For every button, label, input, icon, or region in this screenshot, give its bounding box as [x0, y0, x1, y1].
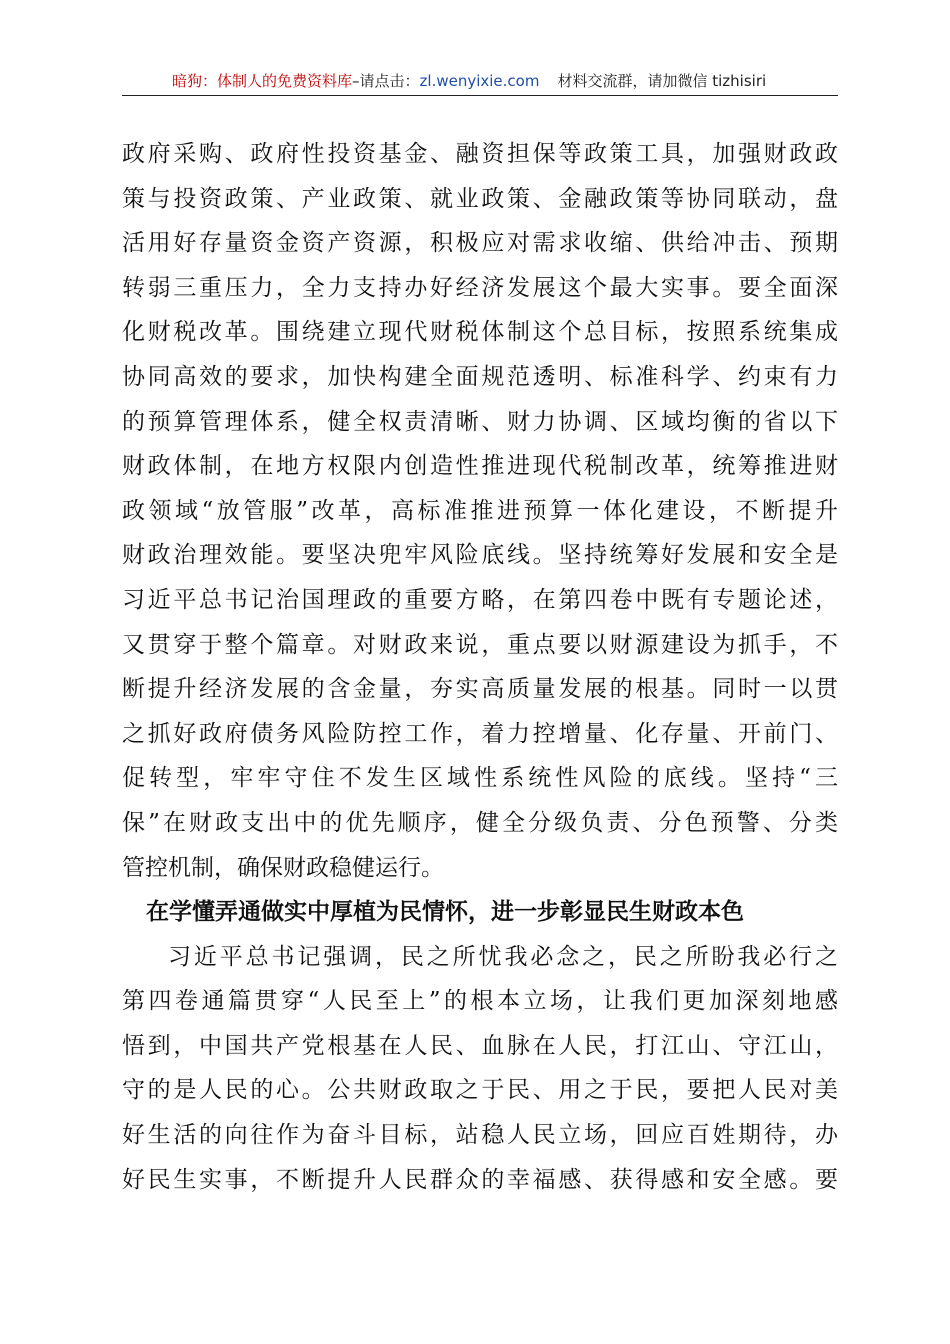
header-click-prompt: –请点击：	[352, 72, 420, 90]
section-heading: 在学懂弄通做实中厚植为民情怀，进一步彰显民生财政本色	[146, 899, 744, 926]
text-line: 悟到，中国共产党根基在人民、血脉在人民，打江山、守江山，	[122, 1032, 838, 1059]
text-line: 促转型，牢牢守住不发生区域性系统性风险的底线。坚持“三	[122, 765, 838, 792]
text-line: 转弱三重压力，全力支持办好经济发展这个最大实事。要全面深	[122, 274, 838, 301]
text-line: 的预算管理体系，健全权责清晰、财力协调、区域均衡的省以下	[122, 408, 838, 435]
text-line: 财政体制，在地方权限内创造性推进现代税制改革，统筹推进财	[122, 453, 838, 480]
text-line: 策与投资政策、产业政策、就业政策、金融政策等协同联动，盘	[122, 185, 838, 212]
text-line: 之抓好政府债务风险防控工作，着力控增量、化存量、开前门、	[122, 720, 838, 747]
text-line: 第四卷通篇贯穿“人民至上”的根本立场，让我们更加深刻地感	[122, 988, 838, 1015]
text-line: 习近平总书记治国理政的重要方略，在第四卷中既有专题论述，	[122, 586, 838, 613]
paragraph-people-livelihood	[122, 935, 838, 1203]
text-line: 财政治理效能。要坚决兜牢风险底线。坚持统筹好发展和安全是	[122, 542, 838, 569]
text-line: 政府采购、政府性投资基金、融资担保等政策工具，加强财政政	[122, 141, 838, 167]
text-line: 好生活的向往作为奋斗目标，站稳人民立场，回应百姓期待，办	[122, 1122, 838, 1149]
text-line: 断提升经济发展的含金量，夯实高质量发展的根基。同时一以贯	[122, 676, 838, 703]
header-site-name: 暗狗：体制人的免费资料库	[172, 72, 353, 90]
paragraph-fiscal-policy	[122, 132, 838, 890]
text-line: 活用好存量资金资产资源，积极应对需求收缩、供给冲击、预期	[122, 230, 838, 257]
page-header	[122, 68, 838, 94]
text-line: 又贯穿于整个篇章。对财政来说，重点要以财源建设为抓手，不	[122, 631, 838, 658]
text-line: 管控机制，确保财政稳健运行。	[122, 854, 444, 881]
header-wechat-note: 材料交流群，请加微信 tizhisiri	[557, 72, 767, 90]
text-line: 习近平总书记强调，民之所忧我必念之，民之所盼我必行之	[168, 943, 838, 970]
text-line: 政领域“放管服”改革，高标准推进预算一体化建设，不断提升	[122, 497, 838, 524]
text-line: 协同高效的要求，加快构建全面规范透明、标准科学、约束有力	[122, 363, 838, 390]
header-divider	[122, 95, 838, 96]
header-url-link[interactable]: zl.wenyixie.com	[419, 72, 540, 90]
text-line: 守的是人民的心。公共财政取之于民、用之于民，要把人民对美	[122, 1077, 838, 1104]
document-body	[122, 132, 838, 1202]
text-line: 保”在财政支出中的优先顺序，健全分级负责、分色预警、分类	[122, 809, 838, 836]
text-line: 好民生实事，不断提升人民群众的幸福感、获得感和安全感。要	[122, 1166, 838, 1193]
text-line: 化财税改革。围绕建立现代财税体制这个总目标，按照系统集成	[122, 319, 838, 346]
